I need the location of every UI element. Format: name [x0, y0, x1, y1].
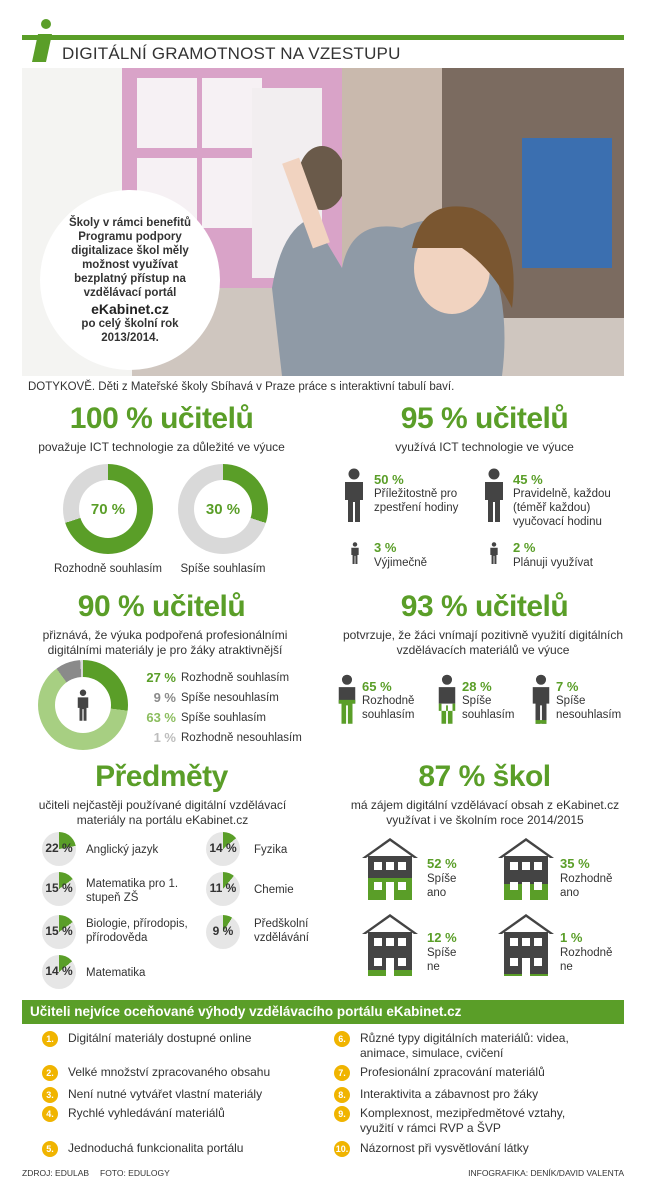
s5-item-2-label: Matematika pro 1. stupeň ZŠ: [86, 878, 179, 904]
s4-item-3-label: Spíše nesouhlasím: [556, 695, 622, 721]
person-icon-large: [482, 468, 506, 527]
s2-item-4-label: Plánuji využívat: [513, 557, 593, 569]
s6-item-3-label: Spíše ne: [427, 947, 457, 973]
benefit-number: 10.: [334, 1141, 350, 1157]
s2-item-1-value: 50 %: [374, 472, 404, 487]
s1-donut-2: [178, 464, 268, 554]
s4-title: 93 % učitelů: [400, 590, 569, 623]
s3-item-1-label: Rozhodně souhlasím: [181, 672, 290, 684]
header-bar: [22, 35, 624, 40]
benefits-title: Učiteli nejvíce oceňované výhody vzdělávacího portálu eKabinet.cz: [30, 1004, 462, 1019]
benefit-number: 2.: [42, 1065, 58, 1081]
s4-item-2-value: 28 %: [462, 679, 492, 694]
s5-item-7-label: Předškolní vzdělávání: [254, 918, 309, 944]
s3-item-4-label: Rozhodně nesouhlasím: [181, 732, 302, 744]
s5-item-2-value: 15 %: [45, 881, 73, 895]
s5-item-4-value: 14 %: [45, 964, 73, 978]
benefit-number: 3.: [42, 1087, 58, 1103]
s5-pie-4: [42, 955, 76, 989]
person-icon-half-green: [530, 674, 552, 729]
s2-item-2-value: 45 %: [513, 472, 543, 487]
s5-subtitle: učiteli nejčastěji používané digitální vzdělávací materiály na portálu eKabinet.cz: [38, 798, 287, 827]
benefit-number: 9.: [334, 1106, 350, 1122]
s3-donut: [38, 660, 128, 750]
s5-pie-7: [206, 915, 240, 949]
benefit-number: 7.: [334, 1065, 350, 1081]
footer-credit: INFOGRAFIKA: DENÍK/DAVID VALENTA: [468, 1168, 624, 1178]
house-icon: [362, 914, 418, 981]
benefit-10: 10. Názornost při vysvětlování látky: [335, 1141, 529, 1155]
s2-item-2-label: Pravidelně, každou (téměř každou) vyučovací hodinu: [513, 488, 611, 528]
s3-item-2-label: Spíše nesouhlasím: [181, 692, 279, 704]
s6-title: 87 % škol: [418, 760, 551, 793]
s6-item-4-value: 1 %: [560, 930, 583, 945]
s5-title: Předměty: [95, 760, 228, 793]
s3-item-1-value: 27 %: [146, 670, 176, 685]
info-logo-icon: [28, 18, 56, 64]
s5-item-6-value: 11 %: [209, 881, 237, 895]
footer-source: ZDROJ: EDULAB: [22, 1168, 90, 1178]
s5-item-1-label: Anglický jazyk: [86, 844, 159, 856]
s3-item-3-value: 63 %: [146, 710, 176, 725]
person-icon-small: [350, 542, 360, 569]
person-icon-half-green: [336, 674, 358, 729]
s5-item-4-label: Matematika: [86, 967, 146, 979]
page-title: DIGITÁLNÍ GRAMOTNOST NA VZESTUPU: [62, 44, 401, 63]
s2-item-4-value: 2 %: [513, 540, 536, 555]
s1-donut-2-label: Spíše souhlasím: [180, 563, 266, 575]
benefit-5: 5. Jednoduchá funkcionalita portálu: [68, 1141, 308, 1156]
s1-donut-2-value: 30 %: [194, 480, 252, 538]
person-icon-half-green: [436, 674, 458, 729]
person-icon-small: [489, 542, 499, 569]
s2-item-3-label: Výjimečně: [374, 557, 428, 569]
s5-item-3-label: Biologie, přírodopis, přírodověda: [86, 918, 188, 944]
s4-item-2-label: Spíše souhlasím: [462, 695, 515, 721]
s5-pie-3: [42, 915, 76, 949]
benefit-number: 4.: [42, 1106, 58, 1122]
benefit-number: 5.: [42, 1141, 58, 1157]
benefit-number: 6.: [334, 1031, 350, 1047]
s2-subtitle: využívá ICT technologie ve výuce: [395, 440, 574, 454]
benefit-number: 1.: [42, 1031, 58, 1047]
callout-text-end: po celý školní rok 2013/2014.: [81, 317, 179, 344]
s3-item-2-value: 9 %: [153, 690, 176, 705]
s5-item-5-label: Fyzika: [254, 844, 288, 856]
s5-pie-5: [206, 832, 240, 866]
callout-text: Školy v rámci benefitů Programu podpory digitalizace škol měly možnost využívat bezplatný přístup na vzdělávací portál: [68, 216, 192, 299]
s1-title: 100 % učitelů: [69, 402, 254, 435]
benefit-4: 4. Rychlé vyhledávání materiálů: [68, 1106, 308, 1121]
s4-subtitle: potvrzuje, že žáci vnímají pozitivně využití digitálních vzdělávacích materiálů ve výuce: [342, 628, 624, 657]
s6-item-4-label: Rozhodně ne: [560, 947, 613, 973]
s4-item-1-value: 65 %: [362, 679, 392, 694]
footer-photo: FOTO: EDULOGY: [100, 1168, 170, 1178]
s6-item-2-value: 35 %: [560, 856, 590, 871]
benefit-1: 1. Digitální materiály dostupné online: [68, 1031, 308, 1046]
s6-item-2-label: Rozhodně ano: [560, 873, 613, 899]
s3-item-4-value: 1 %: [153, 730, 176, 745]
s2-item-3-value: 3 %: [374, 540, 397, 555]
s5-pie-6: [206, 872, 240, 906]
photo-caption: DOTYKOVĚ. Děti z Mateřské školy Sbíhavá v Praze práce s interaktivní tabulí baví.: [28, 381, 455, 393]
benefit-number: 8.: [334, 1087, 350, 1103]
benefit-2: 2. Velké množství zpracovaného obsahu: [68, 1065, 308, 1080]
benefit-7: 7. Profesionální zpracování materiálů: [360, 1065, 600, 1080]
s1-donut-1: [63, 464, 153, 554]
s5-item-5-value: 14 %: [209, 841, 237, 855]
person-icon: [76, 689, 90, 721]
s2-title: 95 % učitelů: [400, 402, 569, 435]
s5-item-6-label: Chemie: [254, 884, 294, 896]
house-icon: [498, 838, 554, 905]
s1-subtitle: považuje ICT technologie za důležité ve výuce: [38, 440, 285, 454]
callout-brand: eKabinet.cz: [91, 300, 169, 317]
benefit-8: 8. Interaktivita a zábavnost pro žáky: [360, 1087, 600, 1102]
callout-circle: [40, 190, 220, 370]
s5-item-3-value: 15 %: [45, 924, 73, 938]
s6-subtitle: má zájem digitální vzdělávací obsah z eKabinet.cz využívat i ve školním roce 2014/2015: [350, 798, 620, 827]
benefit-6: 6. Různé typy digitálních materiálů: videa, animace, simulace, cvičení: [360, 1031, 600, 1061]
s3-subtitle: přiznává, že výuka podpořená profesionálními digitálními materiály je pro žáky atraktivnější: [42, 628, 288, 657]
s4-item-3-value: 7 %: [556, 679, 579, 694]
house-icon: [498, 914, 554, 981]
s6-item-1-label: Spíše ano: [427, 873, 457, 899]
s5-pie-1: [42, 832, 76, 866]
person-icon-large: [342, 468, 366, 527]
benefit-3: 3. Není nutné vytvářet vlastní materiály: [68, 1087, 308, 1102]
s2-item-1-label: Příležitostně pro zpestření hodiny: [374, 488, 459, 514]
s1-donut-1-value: 70 %: [79, 480, 137, 538]
benefits-header: [22, 1000, 624, 1024]
s6-item-1-value: 52 %: [427, 856, 457, 871]
s5-pie-2: [42, 872, 76, 906]
house-icon: [362, 838, 418, 905]
s3-item-3-label: Spíše souhlasím: [181, 712, 267, 724]
s4-item-1-label: Rozhodně souhlasím: [362, 695, 415, 721]
s5-item-1-value: 22 %: [45, 841, 73, 855]
s1-donut-1-label: Rozhodně souhlasím: [53, 563, 163, 575]
s5-item-7-value: 9 %: [212, 924, 234, 938]
benefit-9: 9. Komplexnost, mezipředmětové vztahy, využití v rámci RVP a ŠVP: [360, 1106, 600, 1136]
s6-item-3-value: 12 %: [427, 930, 457, 945]
s3-title: 90 % učitelů: [77, 590, 246, 623]
